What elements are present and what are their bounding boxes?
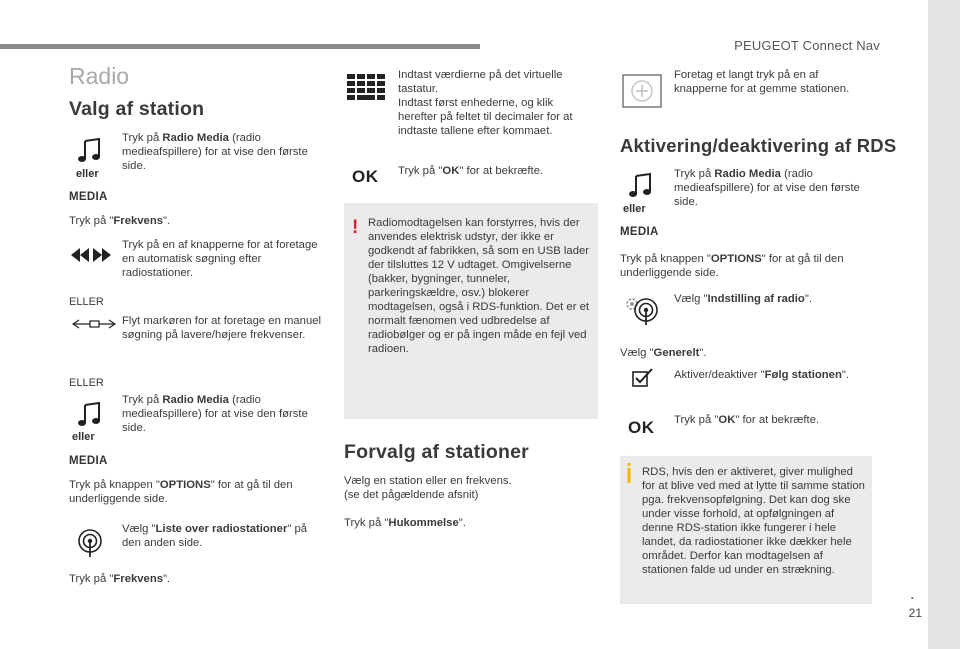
step-hukommelse: Tryk på "Hukommelse".	[344, 517, 466, 529]
warning-text: Radiomodtagelsen kan forstyrres, hvis der anvendes elektrisk udstyr, der ikke er godkendt af fabrikken, så som en USB lader der tilsluttes 12 V udtaget. Omgivelserne (bakker, bygninger, tunneler, parkeringskældre, osv.) blokerer modtagelsen, også i RDS-funktion. Det er et normalt fænomen ved udbredelse af radiobølger og er på ingen måde en fejl ved radioen.	[368, 217, 590, 355]
step-indstilling-af-radio: Vælg "Indstilling af radio".	[674, 293, 812, 305]
keyboard-line-1: Indtast værdierne på det virtuelle tastatur.	[398, 69, 563, 95]
heading-forvalg-af-stationer: Forvalg af stationer	[344, 441, 529, 463]
virtual-keyboard-icon	[347, 74, 385, 102]
page-edge-strip	[928, 0, 960, 649]
eller-divider-1: ELLER	[69, 296, 104, 308]
media-label: MEDIA	[69, 455, 108, 467]
eller-label: eller	[623, 203, 646, 215]
step-radio-media: Tryk på Radio Media (radio medieafspillere) for at vise den første side.	[122, 132, 308, 172]
step-liste-over-radiostationer: Vælg "Liste over radiostationer" på den anden side.	[122, 523, 308, 549]
ok-icon: OK	[628, 418, 655, 437]
rds-step-radio-media: Tryk på Radio Media (radio medieafspillere) for at vise den første side.	[674, 168, 860, 208]
checkbox-icon	[632, 368, 654, 388]
header-rule	[0, 44, 480, 49]
info-icon	[626, 463, 632, 483]
keyboard-line-2: Indtast først enhederne, og klik herefter på feltet til decimaler for at indtaste tallene efter kommaet.	[398, 97, 573, 137]
radio-settings-icon	[624, 296, 660, 326]
warning-icon: !	[352, 217, 359, 238]
forvalg-intro	[344, 474, 594, 502]
seek-buttons-icon	[70, 248, 112, 262]
eller-label: eller	[76, 168, 99, 180]
rds-step-ok: Tryk på "OK" for at bekræfte.	[674, 414, 820, 426]
continued-mark: .	[910, 588, 914, 602]
heading-aktivering-rds: Aktivering/deaktivering af RDS	[620, 135, 897, 156]
step-generelt: Vælg "Generelt".	[620, 347, 707, 359]
page-title: Radio	[69, 63, 130, 89]
eller-label: eller	[72, 431, 95, 443]
manual-search-text: Flyt markøren for at foretage en manuel søgning på lavere/højere frekvenser.	[122, 315, 322, 341]
auto-search-text: Tryk på en af knapperne for at foretage en automatisk søgning efter radiostationer.	[122, 239, 318, 279]
preset-add-icon	[622, 74, 662, 108]
forvalg-line-2: (se det pågældende afsnit)	[344, 489, 479, 501]
heading-valg-af-station: Valg af station	[69, 98, 205, 120]
step-radio-media-2: Tryk på Radio Media (radio medieafspillere) for at vise den første side.	[122, 394, 308, 434]
rds-info-text: RDS, hvis den er aktiveret, giver mulighed for at blive ved med at lytte til samme station pga. frekvensopfølgning. Det kan dog ske under visse forhold, at opfølgningen af denne RDS-station ikke fungerer i hele landet, da radiostationer ikke dækker hele området. Derfor kan modtagelsen af stationen falde ud under en strækning.	[642, 466, 865, 576]
running-header: PEUGEOT Connect Nav	[734, 38, 880, 53]
step-ok: Tryk på "OK" for at bekræfte.	[398, 165, 544, 177]
step-options: Tryk på knappen "OPTIONS" for at gå til den underliggende side.	[69, 479, 293, 505]
music-note-icon	[77, 137, 103, 165]
page-number: 21	[908, 606, 922, 620]
media-label: MEDIA	[69, 191, 108, 203]
radio-station-icon	[77, 528, 103, 558]
keyboard-instructions	[398, 68, 594, 138]
rds-step-options: Tryk på knappen "OPTIONS" for at gå til den underliggende side.	[620, 253, 844, 279]
eller-divider-2: ELLER	[69, 377, 104, 389]
music-note-icon	[77, 401, 103, 429]
step-folg-stationen: Aktiver/deaktiver "Følg stationen".	[674, 369, 850, 381]
step-frekvens-2: Tryk på "Frekvens".	[69, 573, 171, 585]
step-frekvens: Tryk på "Frekvens".	[69, 215, 171, 227]
save-station-text: Foretag et langt tryk på en af knapperne for at gemme stationen.	[674, 69, 850, 95]
frequency-slider-icon	[72, 319, 116, 329]
ok-icon: OK	[352, 167, 379, 186]
forvalg-line-1: Vælg en station eller en frekvens.	[344, 475, 512, 487]
media-label: MEDIA	[620, 226, 659, 238]
music-note-icon	[628, 172, 654, 200]
